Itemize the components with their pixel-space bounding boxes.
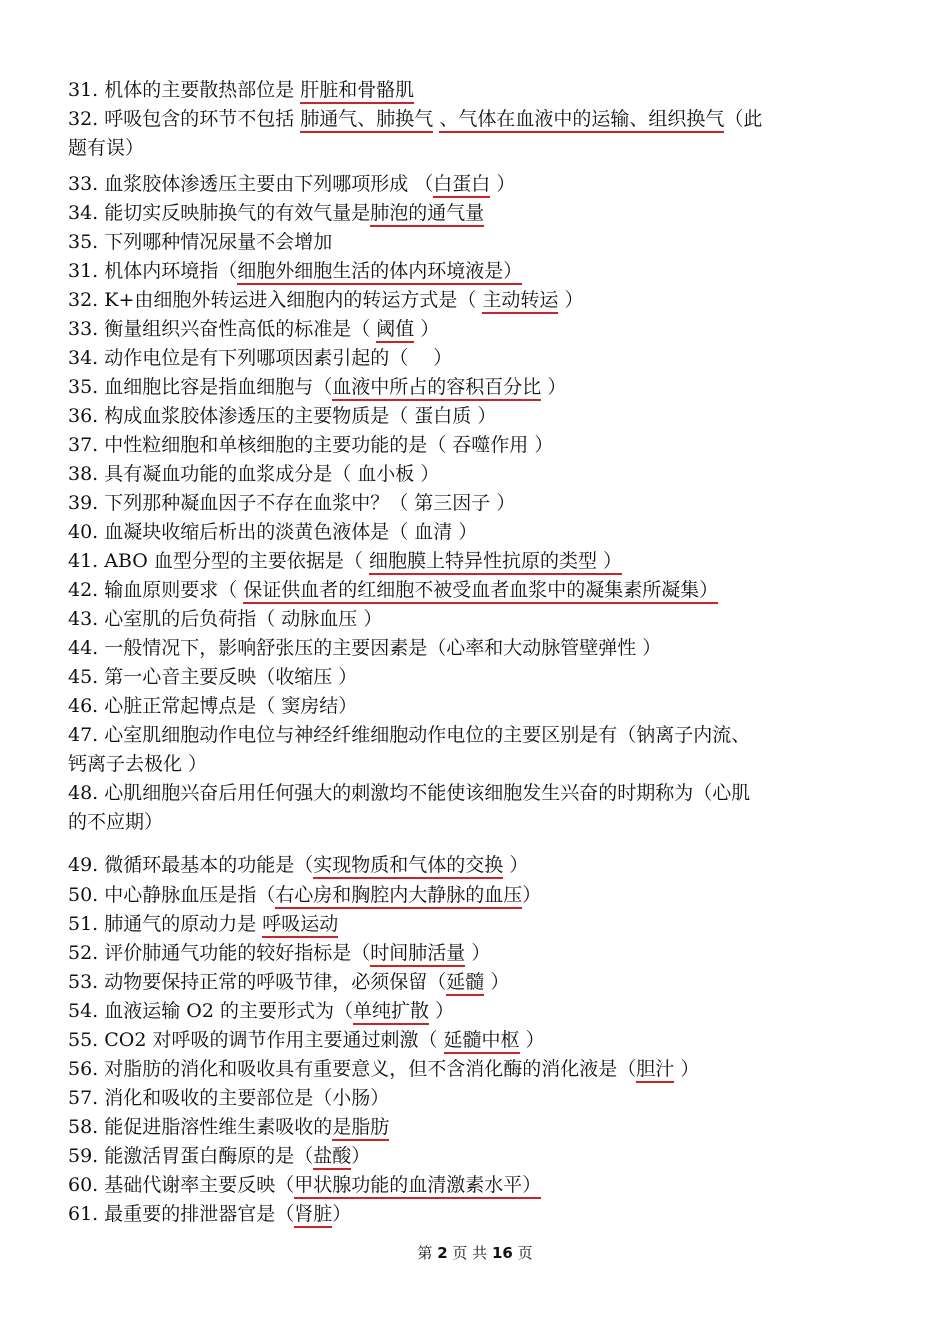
line-text: 33. 衡量组织兴奋性高低的标准是（: [68, 318, 377, 340]
line-text: ）: [503, 854, 529, 876]
line-text: 35. 下列哪种情况尿量不会增加: [68, 231, 333, 253]
line-text: 54. 血液运输 O2 的主要形式为（: [68, 1000, 354, 1022]
text-line: [68, 997, 454, 1026]
line-text: 题有误）: [68, 137, 145, 159]
underlined-answer: 肺泡的通气量: [370, 202, 484, 227]
underlined-answer: 延髓: [446, 971, 484, 996]
text-line: [68, 460, 439, 489]
footer-text: 页: [512, 1244, 533, 1262]
line-text: ）: [429, 1000, 455, 1022]
text-line: [68, 750, 207, 779]
line-text: 53. 动物要保持正常的呼吸节律，必须保留（: [68, 971, 447, 993]
line-text: 34. 动作电位是有下列哪项因素引起的（ ）: [68, 347, 453, 369]
text-line: [68, 228, 332, 257]
footer-text: 第: [417, 1244, 438, 1262]
line-text: ）: [465, 942, 491, 964]
text-line: [68, 431, 553, 460]
line-text: 50. 中心静脉血压是指（: [68, 884, 276, 906]
text-line: [68, 663, 357, 692]
text-line: [68, 76, 414, 105]
line-text: 的不应期）: [68, 811, 164, 833]
underlined-answer: 实现物质和气体的交换: [313, 854, 503, 879]
text-line: [68, 910, 338, 939]
line-text: 34. 能切实反映肺换气的有效气量是: [68, 202, 371, 224]
text-line: [68, 1055, 699, 1084]
text-line: [68, 881, 541, 910]
text-line: [68, 692, 357, 721]
line-text: 59. 能激活胃蛋白酶原的是（: [68, 1145, 314, 1167]
total-pages-number: 16: [491, 1244, 513, 1262]
underlined-answer: 甲状腺功能的血清激素水平）: [294, 1174, 541, 1199]
text-line: [68, 576, 718, 605]
text-line: [68, 851, 528, 880]
line-text: 57. 消化和吸收的主要部位是（小肠）: [68, 1087, 390, 1109]
text-line: [68, 373, 566, 402]
line-text: 43. 心室肌的后负荷指（ 动脉血压 ）: [68, 608, 383, 630]
line-text: ）: [332, 1203, 352, 1225]
line-text: 32. K+由细胞外转运进入细胞内的转运方式是（: [68, 289, 483, 311]
text-line: [68, 315, 439, 344]
text-line: [68, 286, 583, 315]
underlined-answer: 呼吸运动: [262, 913, 338, 938]
footer-text: 页 共: [447, 1244, 492, 1262]
underlined-answer: 保证供血者的红细胞不被受血者血浆中的凝集素所凝集）: [243, 579, 718, 604]
underlined-answer: 细胞膜上特异性抗原的类型 ）: [369, 550, 622, 575]
text-line: [68, 489, 515, 518]
underlined-answer: 时间肺活量: [370, 942, 465, 967]
line-text: 41. ABO 血型分型的主要依据是（: [68, 550, 369, 572]
text-line: [68, 134, 144, 163]
line-text: 49. 微循环最基本的功能是（: [68, 854, 314, 876]
text-line: [68, 170, 515, 199]
text-line: [68, 1084, 389, 1113]
line-text: 48. 心肌细胞兴奋后用任何强大的刺激均不能使该细胞发生兴奋的时期称为（心肌: [68, 782, 751, 804]
line-text: 47. 心室肌细胞动作电位与神经纤维细胞动作电位的主要区别是有（钠离子内流、: [68, 724, 751, 746]
line-text: 36. 构成血浆胶体渗透压的主要物质是（ 蛋白质 ）: [68, 405, 497, 427]
line-text: 60. 基础代谢率主要反映（: [68, 1174, 295, 1196]
line-text: 38. 具有凝血功能的血浆成分是（ 血小板 ）: [68, 463, 440, 485]
underlined-answer: 、气体在血液中的运输、组织换气: [439, 108, 724, 133]
text-line: [68, 402, 496, 431]
current-page-number: 2: [437, 1244, 448, 1262]
line-text: 33. 血浆胶体渗透压主要由下列哪项形成 （: [68, 173, 434, 195]
line-text: ）: [674, 1058, 700, 1080]
text-line: [68, 939, 490, 968]
underlined-answer: 细胞外细胞生活的体内环境液是）: [237, 260, 522, 285]
underlined-answer: 单纯扩散: [353, 1000, 429, 1025]
line-text: ）: [541, 376, 567, 398]
line-text: 39. 下列那种凝血因子不存在血浆中？（ 第三因子 ）: [68, 492, 516, 514]
text-line: [68, 344, 452, 373]
text-line: [68, 634, 661, 663]
underlined-answer: 是脂肪: [332, 1116, 389, 1141]
line-text: 55. CO2 对呼吸的调节作用主要通过刺激（: [68, 1029, 444, 1051]
text-line: [68, 105, 762, 134]
line-text: 31. 机体的主要散热部位是: [68, 79, 301, 101]
text-line: [68, 779, 750, 808]
text-line: [68, 1200, 351, 1229]
line-text: ）: [414, 318, 440, 340]
text-line: [68, 257, 522, 286]
line-text: 44. 一般情况下，影响舒张压的主要因素是（心率和大动脉管壁弹性 ）: [68, 637, 662, 659]
underlined-answer: 肾脏: [294, 1203, 332, 1228]
underlined-answer: 阈值: [376, 318, 414, 343]
underlined-answer: 盐酸: [313, 1145, 351, 1170]
line-text: ）: [351, 1145, 371, 1167]
text-line: [68, 968, 509, 997]
text-line: [68, 199, 484, 228]
line-text: 45. 第一心音主要反映（收缩压 ）: [68, 666, 358, 688]
line-text: 31. 机体内环境指（: [68, 260, 238, 282]
line-text: 52. 评价肺通气功能的较好指标是（: [68, 942, 371, 964]
line-text: 56. 对脂肪的消化和吸收具有重要意义，但不含消化酶的消化液是（: [68, 1058, 637, 1080]
text-line: [68, 1026, 545, 1055]
underlined-answer: 右心房和胸腔内大静脉的血压: [275, 884, 522, 909]
text-line: [68, 1142, 370, 1171]
line-text: 42. 输血原则要求（: [68, 579, 244, 601]
page-footer: [0, 1242, 950, 1263]
text-line: [68, 808, 163, 837]
line-text: 35. 血细胞比容是指血细胞与（: [68, 376, 333, 398]
line-text: 钙离子去极化 ）: [68, 753, 208, 775]
underlined-answer: 肺通气、肺换气: [300, 108, 433, 133]
line-text: 46. 心脏正常起博点是（ 窦房结）: [68, 695, 358, 717]
text-line: [68, 518, 477, 547]
line-text: 40. 血凝块收缩后析出的淡黄色液体是（ 血清 ）: [68, 521, 478, 543]
text-line: [68, 1171, 541, 1200]
line-text: ）: [490, 173, 516, 195]
line-text: ）: [558, 289, 584, 311]
underlined-answer: 白蛋白: [433, 173, 490, 198]
line-text: ）: [484, 971, 510, 993]
line-text: 32. 呼吸包含的环节不包括: [68, 108, 301, 130]
underlined-answer: 血液中所占的容积百分比: [332, 376, 541, 401]
text-line: [68, 605, 382, 634]
underlined-answer: 延髓中枢: [444, 1029, 520, 1054]
text-line: [68, 547, 622, 576]
line-text: ）: [519, 1029, 545, 1051]
text-line: [68, 1113, 389, 1142]
line-text: 37. 中性粒细胞和单核细胞的主要功能的是（ 吞噬作用 ）: [68, 434, 554, 456]
line-text: ）: [522, 884, 542, 906]
line-text: （此: [724, 108, 763, 130]
underlined-answer: 胆汁: [636, 1058, 674, 1083]
line-text: 51. 肺通气的原动力是: [68, 913, 263, 935]
underlined-answer: 肝脏和骨骼肌: [300, 79, 414, 104]
text-line: [68, 721, 750, 750]
underlined-answer: 主动转运: [482, 289, 558, 314]
line-text: 58. 能促进脂溶性维生素吸收的: [68, 1116, 333, 1138]
line-text: 61. 最重要的排泄器官是（: [68, 1203, 295, 1225]
